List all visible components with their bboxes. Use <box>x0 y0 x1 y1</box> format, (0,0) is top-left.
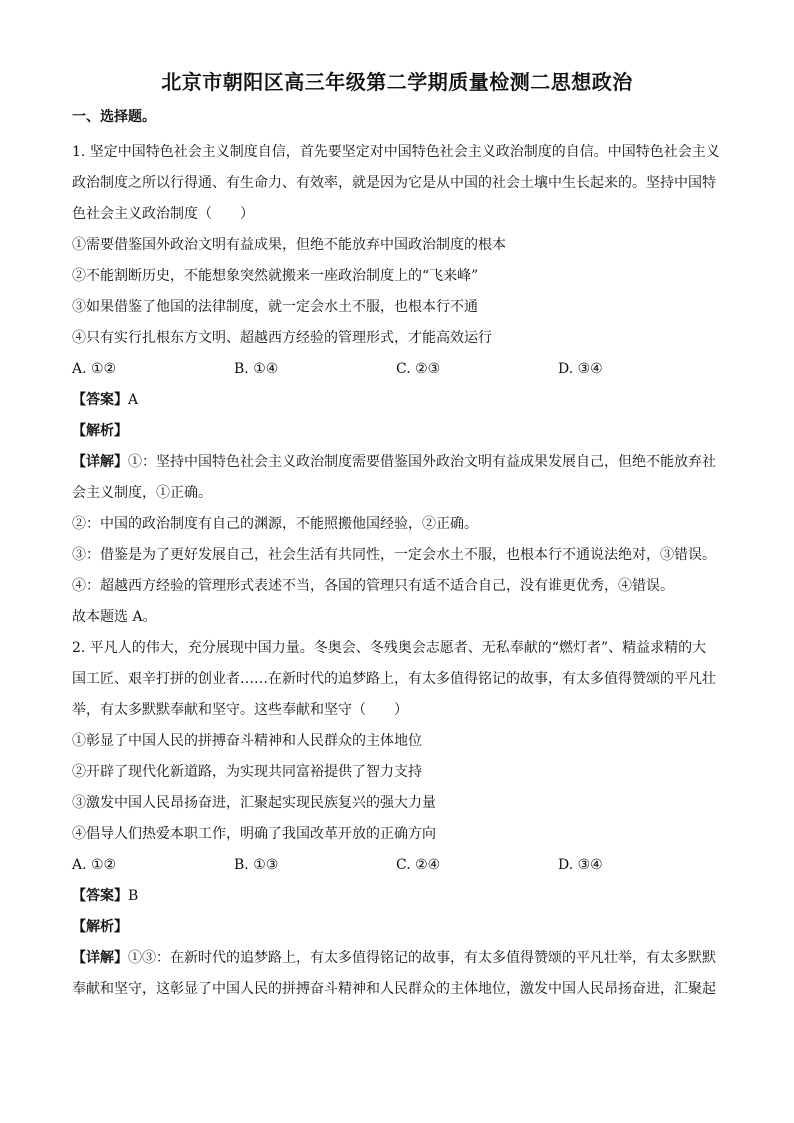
q2-detail-line <box>72 943 722 974</box>
q1-option-d: D. ③④ <box>558 361 603 377</box>
q1-answer <box>72 385 722 416</box>
q2-detail-line: 奉献和坚守，这彰显了中国人民的拼搏奋斗精神和人民群众的主体地位，激发中国人民昂扬奋进，汇聚起 <box>72 981 716 997</box>
q2-statement: ①彰显了中国人民的拼搏奋斗精神和人民群众的主体地位 <box>72 733 422 749</box>
answer-value: A <box>128 392 139 408</box>
q1-statement: ③如果借鉴了他国的法律制度，就一定会水土不服，也根本行不通 <box>72 299 478 315</box>
q2-analysis <box>72 912 722 943</box>
q2-options <box>72 850 722 881</box>
detail-text: ①③：在新时代的追梦路上，有太多值得铭记的故事，有太多值得赞颂的平凡壮举，有太多默默 <box>128 950 716 966</box>
q1-detail-line: ③：借鉴是为了更好发展自己，社会生活有共同性，一定会水土不服，也根本行不通说法绝对，③错误。 <box>72 547 716 563</box>
q2-stem-line: 举，有太多默默奉献和坚守。这些奉献和坚守（ ） <box>72 702 408 718</box>
question-content <box>72 137 722 1005</box>
q2-option-a: A. ①② <box>72 857 117 873</box>
q2-stem-line: 2. 平凡人的伟大，充分展现中国力量。冬奥会、冬残奥会志愿者、无私奉献的“燃灯者”、精益求精的大 <box>72 640 707 656</box>
q2-statement: ②开辟了现代化新道路，为实现共同富裕提供了智力支持 <box>72 764 422 780</box>
q1-detail-line <box>72 447 722 478</box>
detail-label: 【详解】 <box>72 950 128 966</box>
q1-stem-line: 色社会主义政治制度（ ） <box>72 206 254 222</box>
q1-statement: ④只有实行扎根东方文明、超越西方经验的管理形式，才能高效运行 <box>72 330 492 346</box>
q2-option-d: D. ③④ <box>558 857 603 873</box>
question-2 <box>72 633 722 1005</box>
q1-detail-line: ②：中国的政治制度有自己的渊源，不能照搬他国经验，②正确。 <box>72 516 478 532</box>
q2-stem-line: 国工匠、艰辛打拼的创业者……在新时代的追梦路上，有太多值得铭记的故事，有太多值得赞颂的平凡壮 <box>72 671 716 687</box>
section-heading: 一、选择题。 <box>72 109 156 125</box>
q1-options <box>72 354 722 385</box>
q1-stem-line: 1. 坚定中国特色社会主义制度自信，首先要坚定对中国特色社会主义政治制度的自信。中国特色社会主义 <box>72 144 720 160</box>
q1-option-b: B. ①④ <box>234 361 279 377</box>
q1-statement: ①需要借鉴国外政治文明有益成果，但绝不能放弃中国政治制度的根本 <box>72 237 506 253</box>
answer-label: 【答案】 <box>72 392 128 408</box>
detail-label: 【详解】 <box>72 454 128 470</box>
q1-detail-line: 故本题选 A。 <box>72 609 157 625</box>
q1-option-c: C. ②③ <box>396 361 441 377</box>
answer-value: B <box>128 888 139 904</box>
q2-answer <box>72 881 722 912</box>
q2-option-b: B. ①③ <box>234 857 279 873</box>
q1-detail-line: ④：超越西方经验的管理形式表述不当，各国的管理只有适不适合自己，没有谁更优秀，④错误。 <box>72 578 674 594</box>
q2-option-c: C. ②④ <box>396 857 441 873</box>
question-1 <box>72 137 722 633</box>
q1-analysis <box>72 416 722 447</box>
q2-statement: ④倡导人们热爱本职工作，明确了我国改革开放的正确方向 <box>72 826 436 842</box>
q1-option-a: A. ①② <box>72 361 117 377</box>
page-title: 北京市朝阳区高三年级第二学期质量检测二思想政治 <box>161 70 633 94</box>
analysis-label: 【解析】 <box>72 423 128 439</box>
q1-stem-line: 政治制度之所以行得通、有生命力、有效率，就是因为它是从中国的社会土壤中生长起来的。坚持中国特 <box>72 175 716 191</box>
q2-statement: ③激发中国人民昂扬奋进，汇聚起实现民族复兴的强大力量 <box>72 795 436 811</box>
analysis-label: 【解析】 <box>72 919 128 935</box>
detail-text: ①：坚持中国特色社会主义政治制度需要借鉴国外政治文明有益成果发展自己，但绝不能放弃社 <box>128 454 716 470</box>
q1-statement: ②不能割断历史，不能想象突然就搬来一座政治制度上的“飞来峰” <box>72 268 479 284</box>
answer-label: 【答案】 <box>72 888 128 904</box>
q1-detail-line: 会主义制度，①正确。 <box>72 485 212 501</box>
